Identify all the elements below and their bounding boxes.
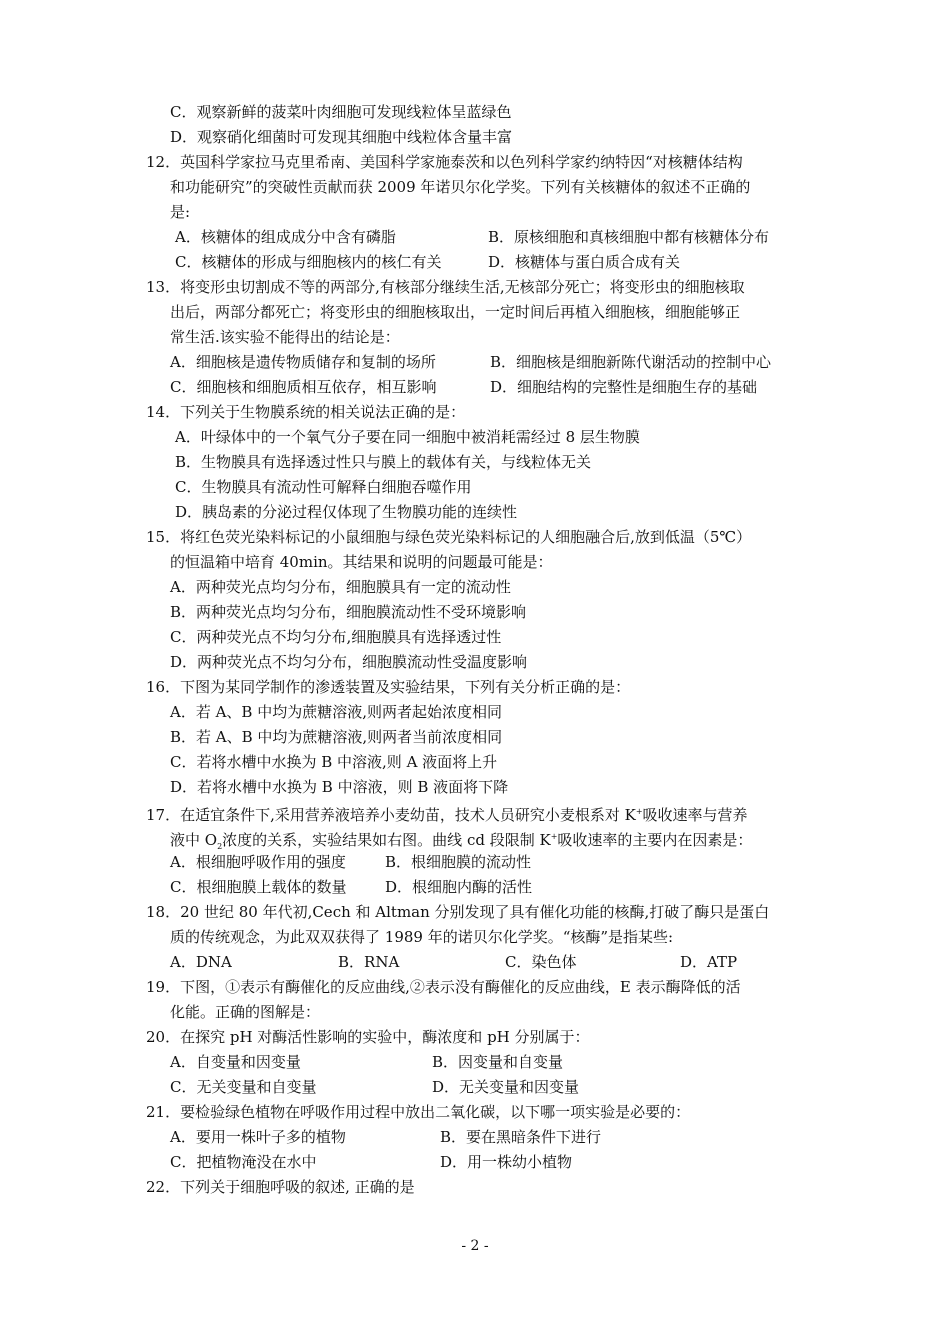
q21-option-b: B．要在黑暗条件下进行: [440, 1128, 602, 1146]
q15-stem-line-1: 15．将红色荧光染料标记的小鼠细胞与绿色荧光染料标记的人细胞融合后,放到低温（5℃）: [146, 528, 752, 546]
q16-stem: 16．下图为某同学制作的渗透装置及实验结果，下列有关分析正确的是：: [146, 678, 631, 696]
q18-option-c: C．染色体: [505, 953, 577, 971]
q20-option-d: D．无关变量和因变量: [432, 1078, 580, 1096]
q21-option-a: A．要用一株叶子多的植物: [170, 1128, 346, 1146]
q13-option-a: A．细胞核是遗传物质储存和复制的场所: [170, 353, 436, 371]
q17-line2-text-b: 浓度的关系，实验结果如右图。曲线 cd 段限制 K: [222, 831, 551, 849]
q11-option-d: D．观察硝化细菌时可发现其细胞中线粒体含量丰富: [170, 128, 513, 146]
q17-option-c: C．根细胞膜上载体的数量: [170, 878, 347, 896]
q12-stem-line-1: 12．英国科学家拉马克里希南、美国科学家施泰茨和以色列科学家约纳特因“对核糖体结构: [146, 153, 743, 171]
q21-option-d: D．用一株幼小植物: [440, 1153, 573, 1171]
q15-option-b: B．两种荧光点均匀分布，细胞膜流动性不受环境影响: [170, 603, 527, 621]
q14-option-d: D．胰岛素的分泌过程仅体现了生物膜功能的连续性: [175, 503, 518, 521]
q14-option-b: B．生物膜具有选择透过性只与膜上的载体有关，与线粒体无关: [175, 453, 592, 471]
q13-option-b: B．细胞核是细胞新陈代谢活动的控制中心: [490, 353, 772, 371]
q17-stem-line-2: [170, 827, 753, 851]
q18-option-a: A．DNA: [170, 953, 232, 971]
q15-option-c: C．两种荧光点不均匀分布,细胞膜具有选择透过性: [170, 628, 502, 646]
q13-option-c: C．细胞核和细胞质相互依存，相互影响: [170, 378, 437, 396]
q13-option-d: D．细胞结构的完整性是细胞生存的基础: [490, 378, 758, 396]
q20-option-a: A．自变量和因变量: [170, 1053, 301, 1071]
q15-option-a: A．两种荧光点均匀分布，细胞膜具有一定的流动性: [170, 578, 511, 596]
q12-option-c: C．核糖体的形成与细胞核内的核仁有关: [175, 253, 442, 271]
q17-line1-text-b: 吸收速率与营养: [642, 806, 748, 824]
q18-stem-line-1: 18．20 世纪 80 年代初,Cech 和 Altman 分别发现了具有催化功能的核酶,打破了酶只是蛋白: [146, 903, 770, 921]
q17-line1-text-a: 17．在适宜条件下,采用营养液培养小麦幼苗，技术人员研究小麦根系对 K: [146, 806, 636, 824]
q14-option-a: A．叶绿体中的一个氧气分子要在同一细胞中被消耗需经过 8 层生物膜: [175, 428, 640, 446]
q21-stem: 21．要检验绿色植物在呼吸作用过程中放出二氧化碳，以下哪一项实验是必要的：: [146, 1103, 691, 1121]
q16-option-b: B．若 A、B 中均为蔗糖溶液,则两者当前浓度相同: [170, 728, 503, 746]
q17-line2-text-c: 吸收速率的主要内在因素是：: [557, 831, 753, 849]
q19-stem-line-1: 19．下图，①表示有酶催化的反应曲线,②表示没有酶催化的反应曲线，E 表示酶降低的活: [146, 978, 741, 996]
q17-option-d: D．根细胞内酶的活性: [385, 878, 533, 896]
q12-stem-line-3: 是:: [170, 203, 191, 221]
q20-stem: 20．在探究 pH 对酶活性影响的实验中，酶浓度和 pH 分别属于：: [146, 1028, 590, 1046]
q16-option-c: C．若将水槽中水换为 B 中溶液,则 A 液面将上升: [170, 753, 498, 771]
q19-stem-line-2: 化能。正确的图解是：: [170, 1003, 321, 1021]
q12-option-a: A．核糖体的组成成分中含有磷脂: [175, 228, 396, 246]
q22-stem: 22．下列关于细胞呼吸的叙述, 正确的是: [146, 1178, 415, 1196]
q17-line2-text-a: 液中 O: [170, 831, 218, 849]
q17-option-b: B．根细胞膜的流动性: [385, 853, 532, 871]
q21-option-c: C．把植物淹没在水中: [170, 1153, 317, 1171]
q16-option-d: D．若将水槽中水换为 B 中溶液，则 B 液面将下降: [170, 778, 509, 796]
q11-option-c: C．观察新鲜的菠菜叶肉细胞可发现线粒体呈蓝绿色: [170, 103, 512, 121]
q12-option-b: B．原核细胞和真核细胞中都有核糖体分布: [488, 228, 770, 246]
q12-option-d: D．核糖体与蛋白质合成有关: [488, 253, 681, 271]
q14-option-c: C．生物膜具有流动性可解释白细胞吞噬作用: [175, 478, 472, 496]
q17-stem-line-1: [146, 802, 748, 822]
q13-stem-line-3: 常生活.该实验不能得出的结论是：: [170, 328, 400, 346]
q17-option-a: A．根细胞呼吸作用的强度: [170, 853, 346, 871]
q15-option-d: D．两种荧光点不均匀分布，细胞膜流动性受温度影响: [170, 653, 528, 671]
q18-option-b: B．RNA: [338, 953, 400, 971]
q16-option-a: A．若 A、B 中均为蔗糖溶液,则两者起始浓度相同: [170, 703, 502, 721]
page-number: - 2 -: [461, 1238, 489, 1254]
q20-option-c: C．无关变量和自变量: [170, 1078, 317, 1096]
o2-subscript: 2: [217, 842, 223, 851]
k-superscript: +: [550, 832, 558, 841]
q20-option-b: B．因变量和自变量: [432, 1053, 564, 1071]
q12-stem-line-2: 和功能研究”的突破性贡献而获 2009 年诺贝尔化学奖。下列有关核糖体的叙述不正确的: [170, 178, 751, 196]
q14-stem: 14．下列关于生物膜系统的相关说法正确的是：: [146, 403, 466, 421]
q18-option-d: D．ATP: [680, 953, 738, 971]
q13-stem-line-2: 出后，两部分都死亡；将变形虫的细胞核取出，一定时间后再植入细胞核，细胞能够正: [170, 303, 741, 321]
q18-stem-line-2: 质的传统观念，为此双双获得了 1989 年的诺贝尔化学奖。“核酶”是指某些:: [170, 928, 674, 946]
k-superscript: +: [635, 807, 643, 816]
q13-stem-line-1: 13．将变形虫切割成不等的两部分,有核部分继续生活,无核部分死亡；将变形虫的细胞核取: [146, 278, 745, 296]
q15-stem-line-2: 的恒温箱中培育 40min。其结果和说明的问题最可能是：: [170, 553, 553, 571]
